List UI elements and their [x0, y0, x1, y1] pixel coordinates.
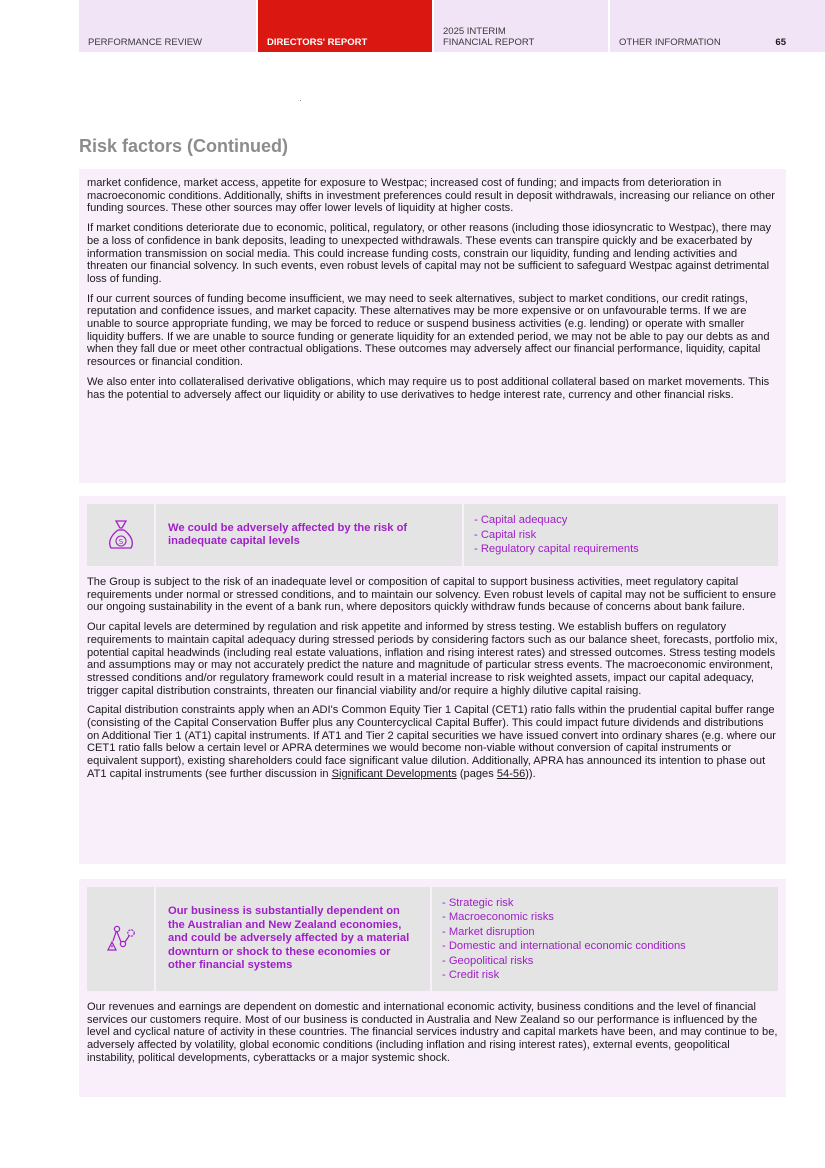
tab-performance-review[interactable]: [79, 0, 256, 52]
risk-network-icon: [87, 887, 154, 991]
pages-link[interactable]: 54-56: [496, 767, 526, 780]
tab-interim-financial-report[interactable]: [434, 0, 608, 52]
tab-label: OTHER INFORMATION: [619, 37, 721, 48]
risk-section-economy: [79, 879, 786, 1097]
svg-text:S: S: [118, 538, 123, 546]
header-nav: [79, 0, 825, 52]
paragraph: Our capital levels are determined by regulation and risk appetite and informed by stress testing. We establish buffers on regulatory requirements to maintain capital adequacy during stressed periods by considering factors such as our balance sheet, forecasts, portfolio mix, potential capital headwinds (including real estate valuations, inflation and rising interest rates) and stressed outcomes. Stress testing models and assumptions may or may not accurately predict the nature and magnitude of particular stress events. The macroeconomic environment, stressed conditions and/or regulatory framework could result in a material increase to risk weighted assets, impact our capital adequacy, trigger capital distribution constraints, threaten our financial viability and/or require a highly dilutive capital raising.: [87, 621, 778, 697]
related-risk-item: - Strategic risk: [442, 896, 514, 909]
page-number: 65: [775, 37, 786, 48]
tab-label-line2: FINANCIAL REPORT: [443, 37, 535, 48]
paragraph-text: Capital distribution constraints apply when an ADI's Common Equity Tier 1 Capital (CET1) ratio falls within the prudential capital buffer range (consisting of the Capital Conservation Buffer plus any Countercyclical Capital Buffer). This could impact future dividends and distributions on Additional Tier 1 (AT1) capital instruments. If AT1 and Tier 2 capital securities we have issued convert into ordinary shares (e.g. where our CET1 ratio falls below a certain level or APRA determines we would become non-viable without conversion of capital instruments or equivalent support), existing shareholders could face significant value dilution. Additionally, APRA has announced its intention to phase out AT1 capital instruments (see further discussion in: [87, 704, 776, 780]
paragraph: The Group is subject to the risk of an inadequate level or composition of capital to support business activities, meet regulatory capital requirements under normal or stressed conditions, and to maintain our solvency. Even robust levels of capital may not be sufficient to ensure our ongoing sustainability in the event of a bank run, where depositors quickly withdraw funds because of concerns about bank failure.: [87, 576, 776, 614]
related-risk-item: - Credit risk: [442, 969, 500, 981]
risk-header: [87, 504, 778, 566]
related-risk-item: - Capital risk: [474, 528, 537, 541]
tab-label: PERFORMANCE REVIEW: [88, 37, 203, 48]
tab-label-line1: 2025 INTERIM: [443, 26, 506, 37]
tab-directors-report[interactable]: [258, 0, 432, 52]
significant-developments-link[interactable]: Significant Developments: [331, 767, 457, 780]
paragraph: [87, 704, 778, 780]
risk-section-funding-continued: [79, 169, 786, 483]
stray-dot: [300, 100, 301, 101]
tab-label: DIRECTORS' REPORT: [267, 37, 368, 48]
risk-title: Our business is substantially dependent on the Australian and New Zealand economies, and could be adversely affected by a material downturn or shock to these economies or other financial systems: [156, 887, 430, 991]
related-risk-item: - Macroeconomic risks: [442, 911, 554, 923]
related-risk-item: - Capital adequacy: [474, 514, 568, 527]
risk-section-capital: [79, 496, 786, 864]
related-risk-item: - Domestic and international economic conditions: [442, 940, 686, 952]
related-risks-list: [432, 887, 778, 991]
related-risk-item: - Regulatory capital requirements: [474, 543, 639, 556]
paragraph-text: )).: [525, 767, 536, 780]
related-risks-list: [464, 504, 778, 566]
related-risk-item: - Geopolitical risks: [442, 954, 534, 967]
page-title: Risk factors (Continued): [79, 136, 289, 156]
related-risk-item: - Market disruption: [442, 925, 535, 938]
money-bag-icon: [87, 504, 154, 566]
tab-other-information[interactable]: [610, 0, 825, 52]
paragraph-text: (pages: [456, 767, 497, 780]
paragraph: If our current sources of funding become insufficient, we may need to seek alternatives, subject to market conditions, our credit ratings, reputation and confidence issues, and market capacity. These alternatives may be more expensive or on unfavourable terms. If we are unable to source appropriate funding, we may be forced to reduce or suspend business activities (e.g. lending) or operate with smaller liquidity buffers. If we are unable to source funding or generate liquidity for an extended period, we may not be able to pay our debts as and when they fall due or meet other contractual obligations. These outcomes may adversely affect our financial performance, liquidity, capital resources or financial condition.: [87, 292, 770, 369]
paragraph: If market conditions deteriorate due to economic, political, regulatory, or other reasons (including those idiosyncratic to Westpac), there may be a loss of confidence in bank deposits, leading to unexpected withdrawals. These events can transpire quickly and be exacerbated by information transmission on social media. This could increase funding costs, constrain our liquidity, funding and lending activities and threaten our financial solvency. In such events, even robust levels of capital may not be sufficient to safeguard Westpac against detrimental loss of funding.: [87, 222, 772, 285]
tab-label: [443, 26, 534, 48]
paragraph: We also enter into collateralised derivative obligations, which may require us to post additional collateral based on market movements. This has the potential to adversely affect our liquidity or ability to use derivatives to hedge interest rate, currency and other financial risks.: [87, 375, 770, 401]
paragraph: market confidence, market access, appetite for exposure to Westpac; increased cost of funding; and impacts from deterioration in macroeconomic conditions. Additionally, shifts in investment preferences could result in deposit withdrawals, increasing our reliance on other funding sources. These other sources may offer lower levels of liquidity at higher costs.: [87, 177, 775, 215]
risk-title: We could be adversely affected by the risk of inadequate capital levels: [156, 504, 462, 566]
paragraph: Our revenues and earnings are dependent on domestic and international economic activity, business conditions and the level of financial services our customers require. Most of our business is conducted in Australia and New Zealand so our performance is influenced by the level and cyclical nature of activity in these countries. The financial services industry and capital markets have been, and may continue to be, adversely affected by volatility, global economic conditions (including inflation and rising interest rates), external events, geopolitical instability, political developments, cyberattacks or a major systemic shock.: [87, 1001, 778, 1064]
risk-header: [87, 887, 778, 991]
